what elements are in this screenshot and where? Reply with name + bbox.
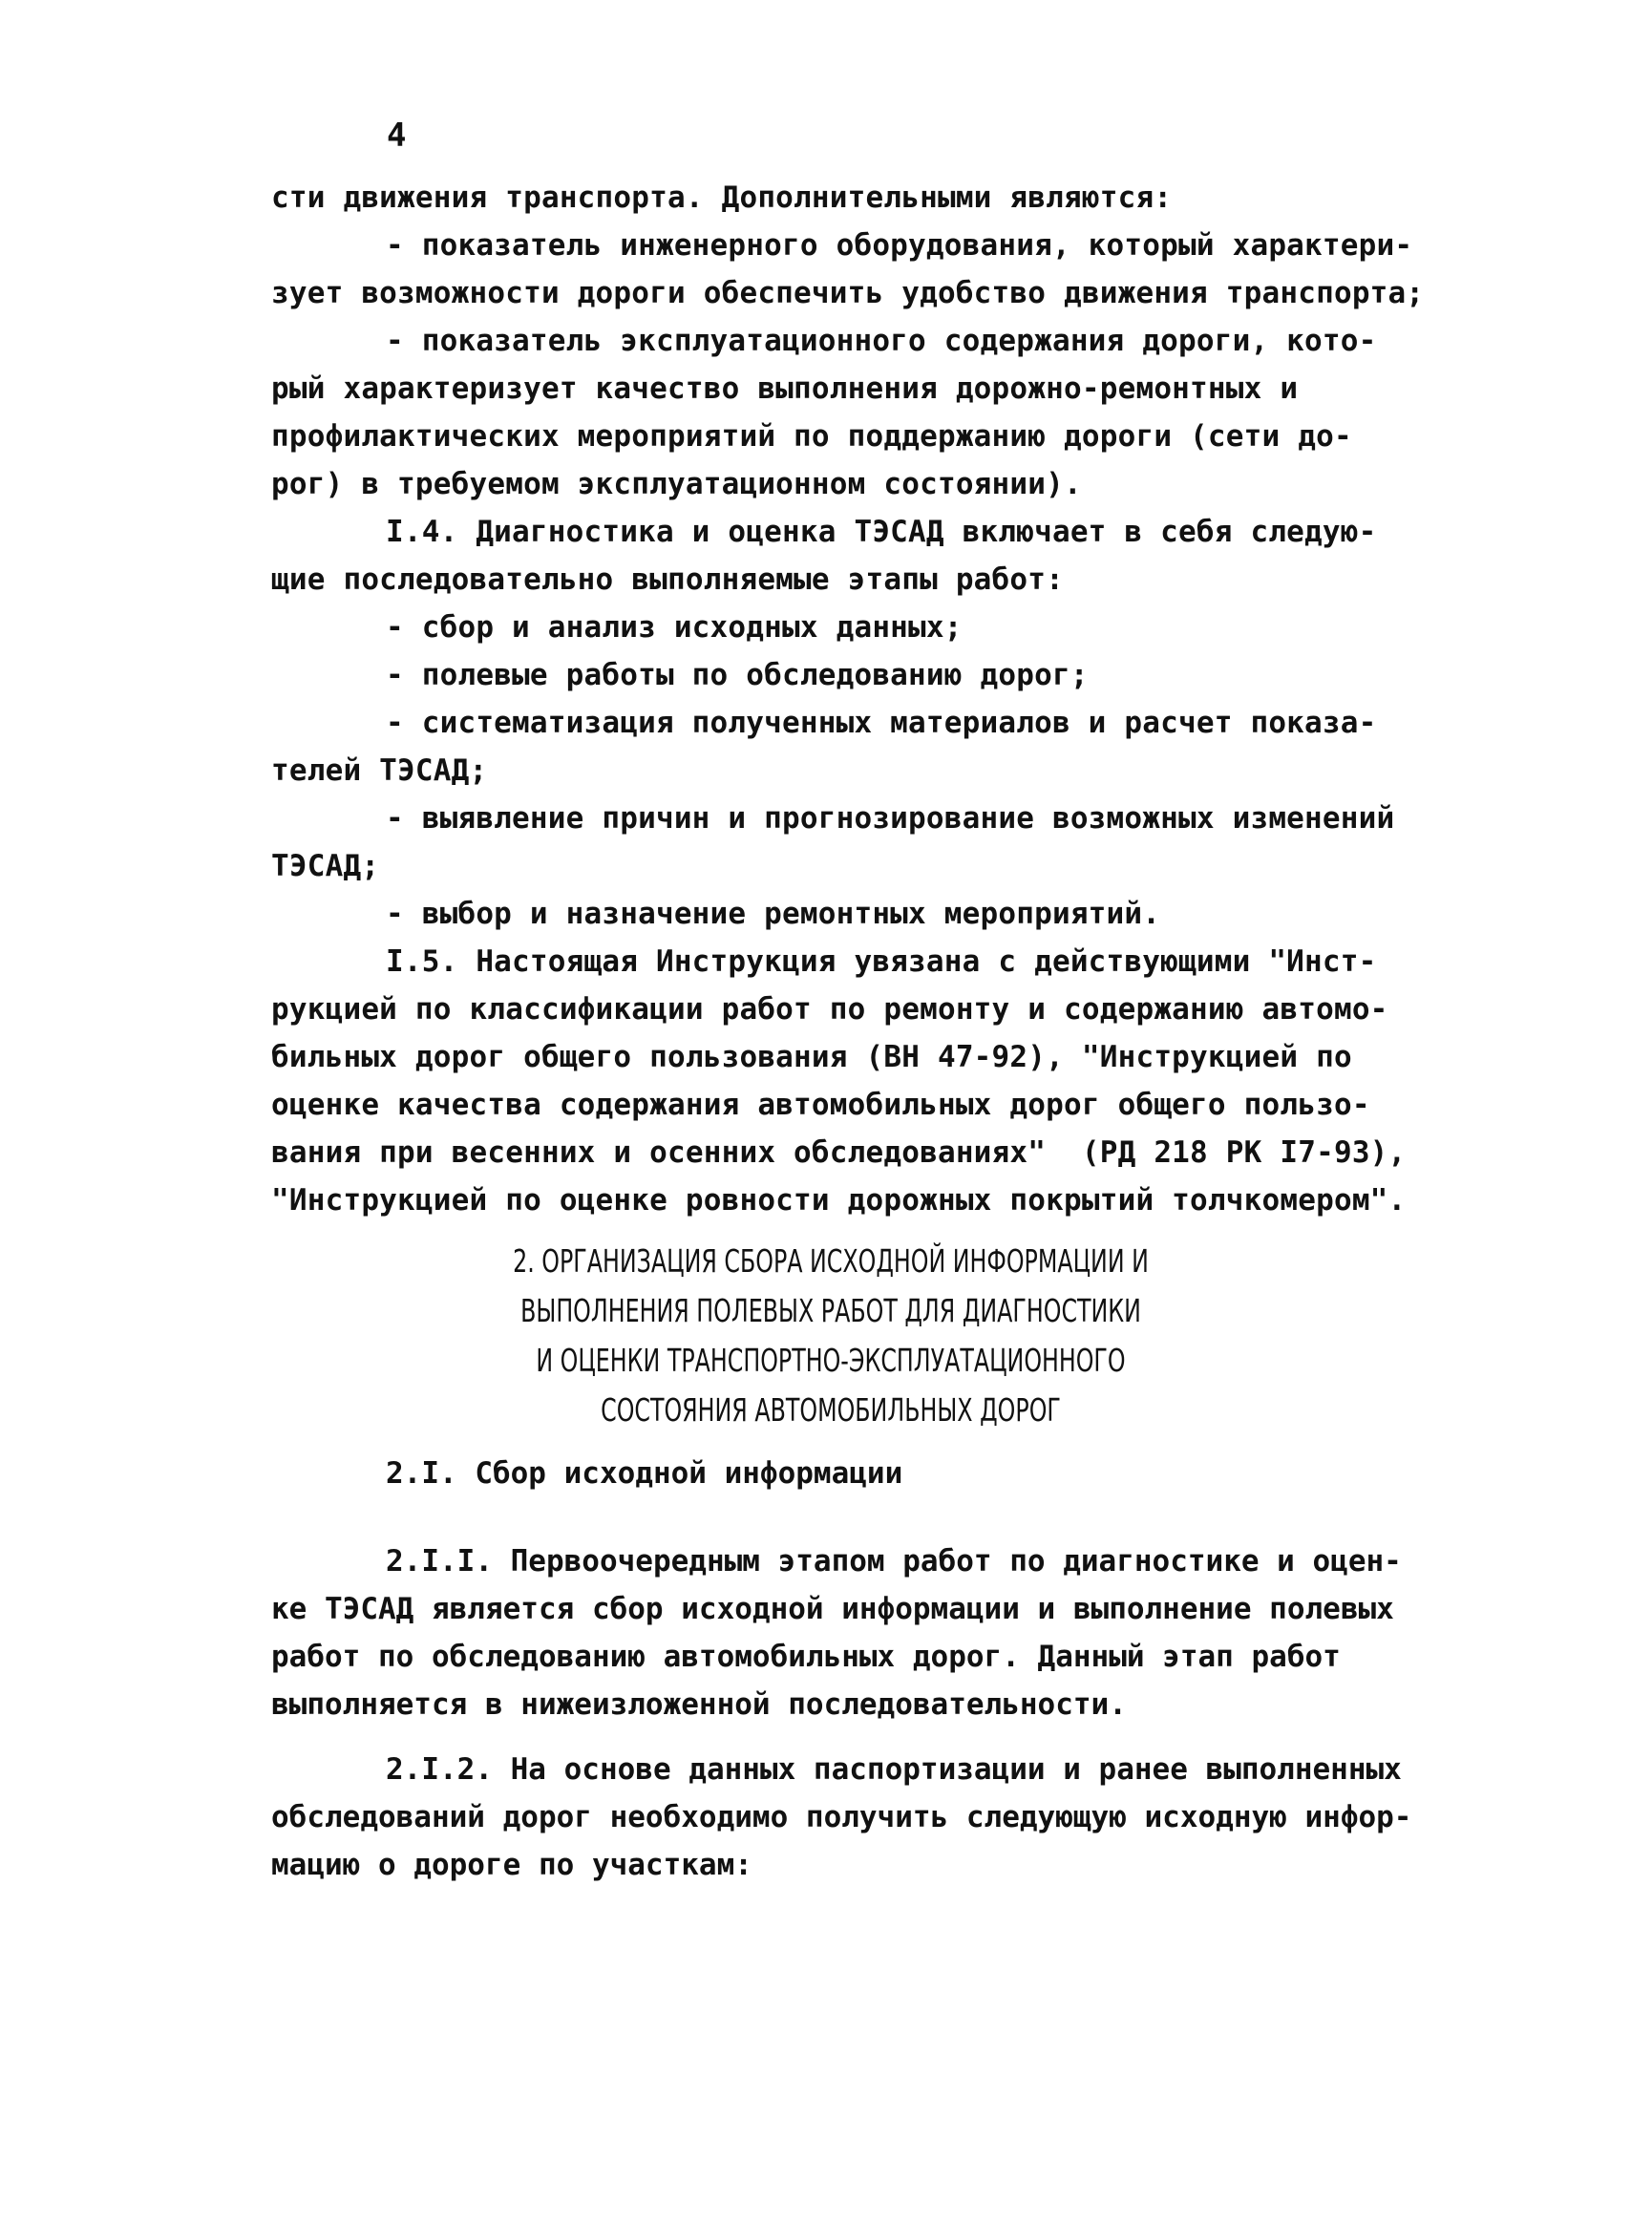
text-line: вания при весенних и осенних обследованиях" (РД 218 РК I7-93), xyxy=(271,1135,1407,1170)
text-line: выполняется в нижеизложенной последовательности. xyxy=(271,1687,1127,1722)
text-line: оценке качества содержания автомобильных дорог общего пользо- xyxy=(271,1088,1370,1122)
section-heading xyxy=(401,1237,1149,1435)
text-line: бильных дорог общего пользования (ВН 47-92), "Инструкцией по xyxy=(271,1040,1352,1074)
body-text-block xyxy=(271,174,1508,1224)
text-line: - сбор и анализ исходных данных; xyxy=(386,610,963,645)
page-number: 4 xyxy=(387,117,407,155)
body-text-block-2 xyxy=(271,1537,1508,1889)
subsection-heading: 2.I. Сбор исходной информации xyxy=(386,1456,903,1491)
text-line: сти движения транспорта. Дополнительными являются: xyxy=(271,180,1173,215)
text-line: - выбор и назначение ремонтных мероприятий. xyxy=(386,897,1161,931)
text-line: I.5. Настоящая Инструкция увязана с действующими "Инст- xyxy=(386,944,1377,979)
text-line: 2.I.I. Первоочередным этапом работ по диагностике и оцен- xyxy=(386,1544,1402,1579)
text-line: "Инструкцией по оценке ровности дорожных покрытий толчкомером". xyxy=(271,1183,1407,1218)
text-line: I.4. Диагностика и оценка ТЭСАД включает в себя следую- xyxy=(386,515,1377,549)
text-line: - выявление причин и прогнозирование возможных изменений xyxy=(386,801,1395,836)
text-line: обследований дорог необходимо получить следующую исходную инфор- xyxy=(271,1800,1412,1834)
heading-line: ВЫПОЛНЕНИЯ ПОЛЕВЫХ РАБОТ ДЛЯ ДИАГНОСТИКИ xyxy=(520,1292,1141,1329)
text-line: 2.I.2. На основе данных паспортизации и ранее выполненных xyxy=(386,1752,1402,1787)
text-line: телей ТЭСАД; xyxy=(271,753,488,788)
text-line: - систематизация полученных материалов и расчет показа- xyxy=(386,706,1377,740)
text-line: мацию о дороге по участкам: xyxy=(271,1848,752,1882)
text-line: - показатель эксплуатационного содержания дороги, кото- xyxy=(386,324,1377,358)
heading-line: И ОЦЕНКИ ТРАНСПОРТНО-ЭКСПЛУАТАЦИОННОГО xyxy=(536,1342,1126,1379)
text-line: ке ТЭСАД является сбор исходной информации и выполнение полевых xyxy=(271,1592,1394,1626)
text-line: ТЭСАД; xyxy=(271,849,380,883)
text-line: профилактических мероприятий по поддержанию дороги (сети до- xyxy=(271,419,1352,454)
text-line: щие последовательно выполняемые этапы работ: xyxy=(271,562,1064,597)
paragraph-gap xyxy=(271,1728,1508,1746)
text-line: рый характеризует качество выполнения дорожно-ремонтных и xyxy=(271,371,1299,406)
text-line: рог) в требуемом эксплуатационном состоянии). xyxy=(271,467,1082,501)
text-line: - показатель инженерного оборудования, который характери- xyxy=(386,228,1413,263)
heading-line: 2. ОРГАНИЗАЦИЯ СБОРА ИСХОДНОЙ ИНФОРМАЦИИ И xyxy=(513,1242,1149,1280)
heading-line: СОСТОЯНИЯ АВТОМОБИЛЬНЫХ ДОРОГ xyxy=(601,1391,1061,1429)
text-line: - полевые работы по обследованию дорог; xyxy=(386,658,1089,692)
text-line: рукцией по классификации работ по ремонту и содержанию автомо- xyxy=(271,992,1388,1027)
text-line: зует возможности дороги обеспечить удобство движения транспорта; xyxy=(271,276,1425,310)
text-line: работ по обследованию автомобильных дорог. Данный этап работ xyxy=(271,1640,1341,1674)
